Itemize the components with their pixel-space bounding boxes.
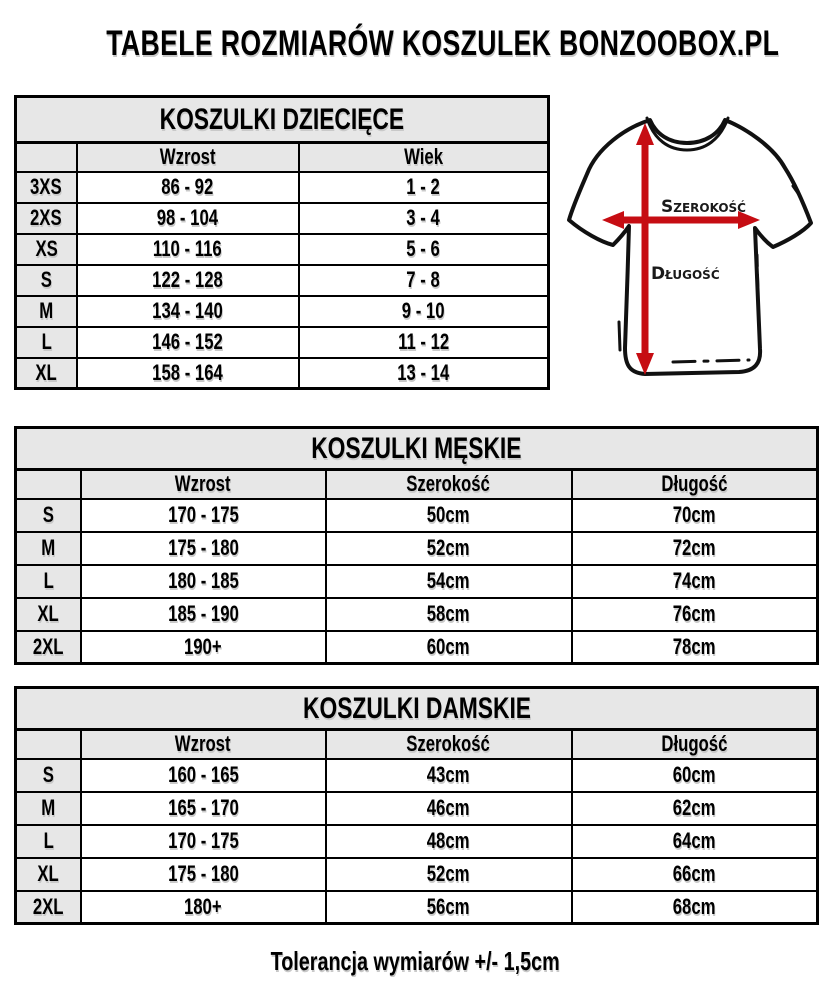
- size-label-cell: XL: [16, 598, 81, 631]
- size-label-cell: XL: [16, 858, 81, 891]
- col-header-size: [16, 143, 77, 172]
- table-row: [16, 532, 818, 565]
- wzrost-cell: 110 - 116: [77, 234, 299, 265]
- dlugosc-cell: 74cm: [572, 565, 818, 598]
- szerokosc-cell: 43cm: [326, 759, 572, 792]
- wiek-cell: 9 - 10: [299, 296, 549, 327]
- column-header-row: [16, 470, 818, 499]
- dlugosc-cell: 62cm: [572, 792, 818, 825]
- col-header-dlugosc: Długość: [572, 470, 818, 499]
- szerokosc-cell: 46cm: [326, 792, 572, 825]
- szerokosc-cell: 52cm: [326, 532, 572, 565]
- wiek-cell: 11 - 12: [299, 327, 549, 358]
- wzrost-cell: 175 - 180: [81, 858, 326, 891]
- size-label-cell: L: [16, 825, 81, 858]
- dlugosc-cell: 70cm: [572, 499, 818, 532]
- wzrost-cell: 160 - 165: [81, 759, 326, 792]
- col-header-wzrost: Wzrost: [81, 730, 326, 759]
- size-label-cell: XL: [16, 358, 77, 389]
- wiek-cell: 5 - 6: [299, 234, 549, 265]
- col-header-size: [16, 470, 81, 499]
- dlugosc-cell: 64cm: [572, 825, 818, 858]
- size-label-cell: L: [16, 565, 81, 598]
- wzrost-cell: 98 - 104: [77, 203, 299, 234]
- size-label-cell: L: [16, 327, 77, 358]
- table-title-row: [16, 97, 549, 143]
- szerokosc-cell: 50cm: [326, 499, 572, 532]
- szerokosc-cell: 60cm: [326, 631, 572, 664]
- table-row: [16, 499, 818, 532]
- table-row: [16, 265, 549, 296]
- length-arrow-label: Długość: [651, 264, 720, 284]
- wzrost-cell: 122 - 128: [77, 265, 299, 296]
- size-label-cell: M: [16, 532, 81, 565]
- table-title-row: [16, 428, 818, 470]
- table-row: [16, 598, 818, 631]
- col-header-wzrost: Wzrost: [81, 470, 326, 499]
- wzrost-cell: 134 - 140: [77, 296, 299, 327]
- tshirt-diagram: [553, 90, 830, 398]
- table-row: [16, 234, 549, 265]
- table-row: [16, 172, 549, 203]
- wzrost-cell: 170 - 175: [81, 825, 326, 858]
- size-label-cell: S: [16, 759, 81, 792]
- page-title: TABELE ROZMIARÓW KOSZULEK BONZOOBOX.PL: [106, 24, 780, 63]
- mens-table-title: KOSZULKI MĘSKIE: [16, 428, 818, 470]
- dlugosc-cell: 76cm: [572, 598, 818, 631]
- table-row: [16, 891, 818, 924]
- dlugosc-cell: 60cm: [572, 759, 818, 792]
- wzrost-cell: 180+: [81, 891, 326, 924]
- szerokosc-cell: 52cm: [326, 858, 572, 891]
- wzrost-cell: 170 - 175: [81, 499, 326, 532]
- table-row: [16, 327, 549, 358]
- kids-table-title: KOSZULKI DZIECIĘCE: [16, 97, 549, 143]
- size-label-cell: 2XL: [16, 891, 81, 924]
- wzrost-cell: 175 - 180: [81, 532, 326, 565]
- dlugosc-cell: 72cm: [572, 532, 818, 565]
- wzrost-cell: 185 - 190: [81, 598, 326, 631]
- szerokosc-cell: 48cm: [326, 825, 572, 858]
- wzrost-cell: 180 - 185: [81, 565, 326, 598]
- szerokosc-cell: 58cm: [326, 598, 572, 631]
- mens-size-table: [14, 426, 819, 665]
- column-header-row: [16, 143, 549, 172]
- size-label-cell: S: [16, 499, 81, 532]
- tshirt-outline: [569, 120, 811, 374]
- size-label-cell: M: [16, 296, 77, 327]
- size-label-cell: 3XS: [16, 172, 77, 203]
- size-label-cell: S: [16, 265, 77, 296]
- szerokosc-cell: 56cm: [326, 891, 572, 924]
- wiek-cell: 1 - 2: [299, 172, 549, 203]
- col-header-size: [16, 730, 81, 759]
- womens-table-title: KOSZULKI DAMSKIE: [16, 688, 818, 730]
- column-header-row: [16, 730, 818, 759]
- dlugosc-cell: 68cm: [572, 891, 818, 924]
- left-seam-line: [619, 322, 620, 350]
- table-row: [16, 631, 818, 664]
- wzrost-cell: 165 - 170: [81, 792, 326, 825]
- table-row: [16, 296, 549, 327]
- tolerance-note: Tolerancja wymiarów +/- 1,5cm: [270, 946, 560, 976]
- col-header-szerokosc: Szerokość: [326, 730, 572, 759]
- col-header-wiek: Wiek: [299, 143, 549, 172]
- table-row: [16, 203, 549, 234]
- table-row: [16, 759, 818, 792]
- szerokosc-cell: 54cm: [326, 565, 572, 598]
- table-row: [16, 825, 818, 858]
- size-label-cell: M: [16, 792, 81, 825]
- wzrost-cell: 86 - 92: [77, 172, 299, 203]
- kids-size-table: [14, 95, 550, 390]
- wiek-cell: 3 - 4: [299, 203, 549, 234]
- width-arrow-label: Szerokość: [661, 197, 746, 217]
- table-row: [16, 565, 818, 598]
- table-row: [16, 792, 818, 825]
- size-label-cell: 2XS: [16, 203, 77, 234]
- table-row: [16, 858, 818, 891]
- dlugosc-cell: 66cm: [572, 858, 818, 891]
- col-header-dlugosc: Długość: [572, 730, 818, 759]
- table-title-row: [16, 688, 818, 730]
- col-header-wzrost: Wzrost: [77, 143, 299, 172]
- wzrost-cell: 158 - 164: [77, 358, 299, 389]
- womens-size-table: [14, 686, 819, 925]
- table-row: [16, 358, 549, 389]
- col-header-szerokosc: Szerokość: [326, 470, 572, 499]
- wiek-cell: 7 - 8: [299, 265, 549, 296]
- size-label-cell: 2XL: [16, 631, 81, 664]
- dlugosc-cell: 78cm: [572, 631, 818, 664]
- wzrost-cell: 190+: [81, 631, 326, 664]
- wiek-cell: 13 - 14: [299, 358, 549, 389]
- size-label-cell: XS: [16, 234, 77, 265]
- wzrost-cell: 146 - 152: [77, 327, 299, 358]
